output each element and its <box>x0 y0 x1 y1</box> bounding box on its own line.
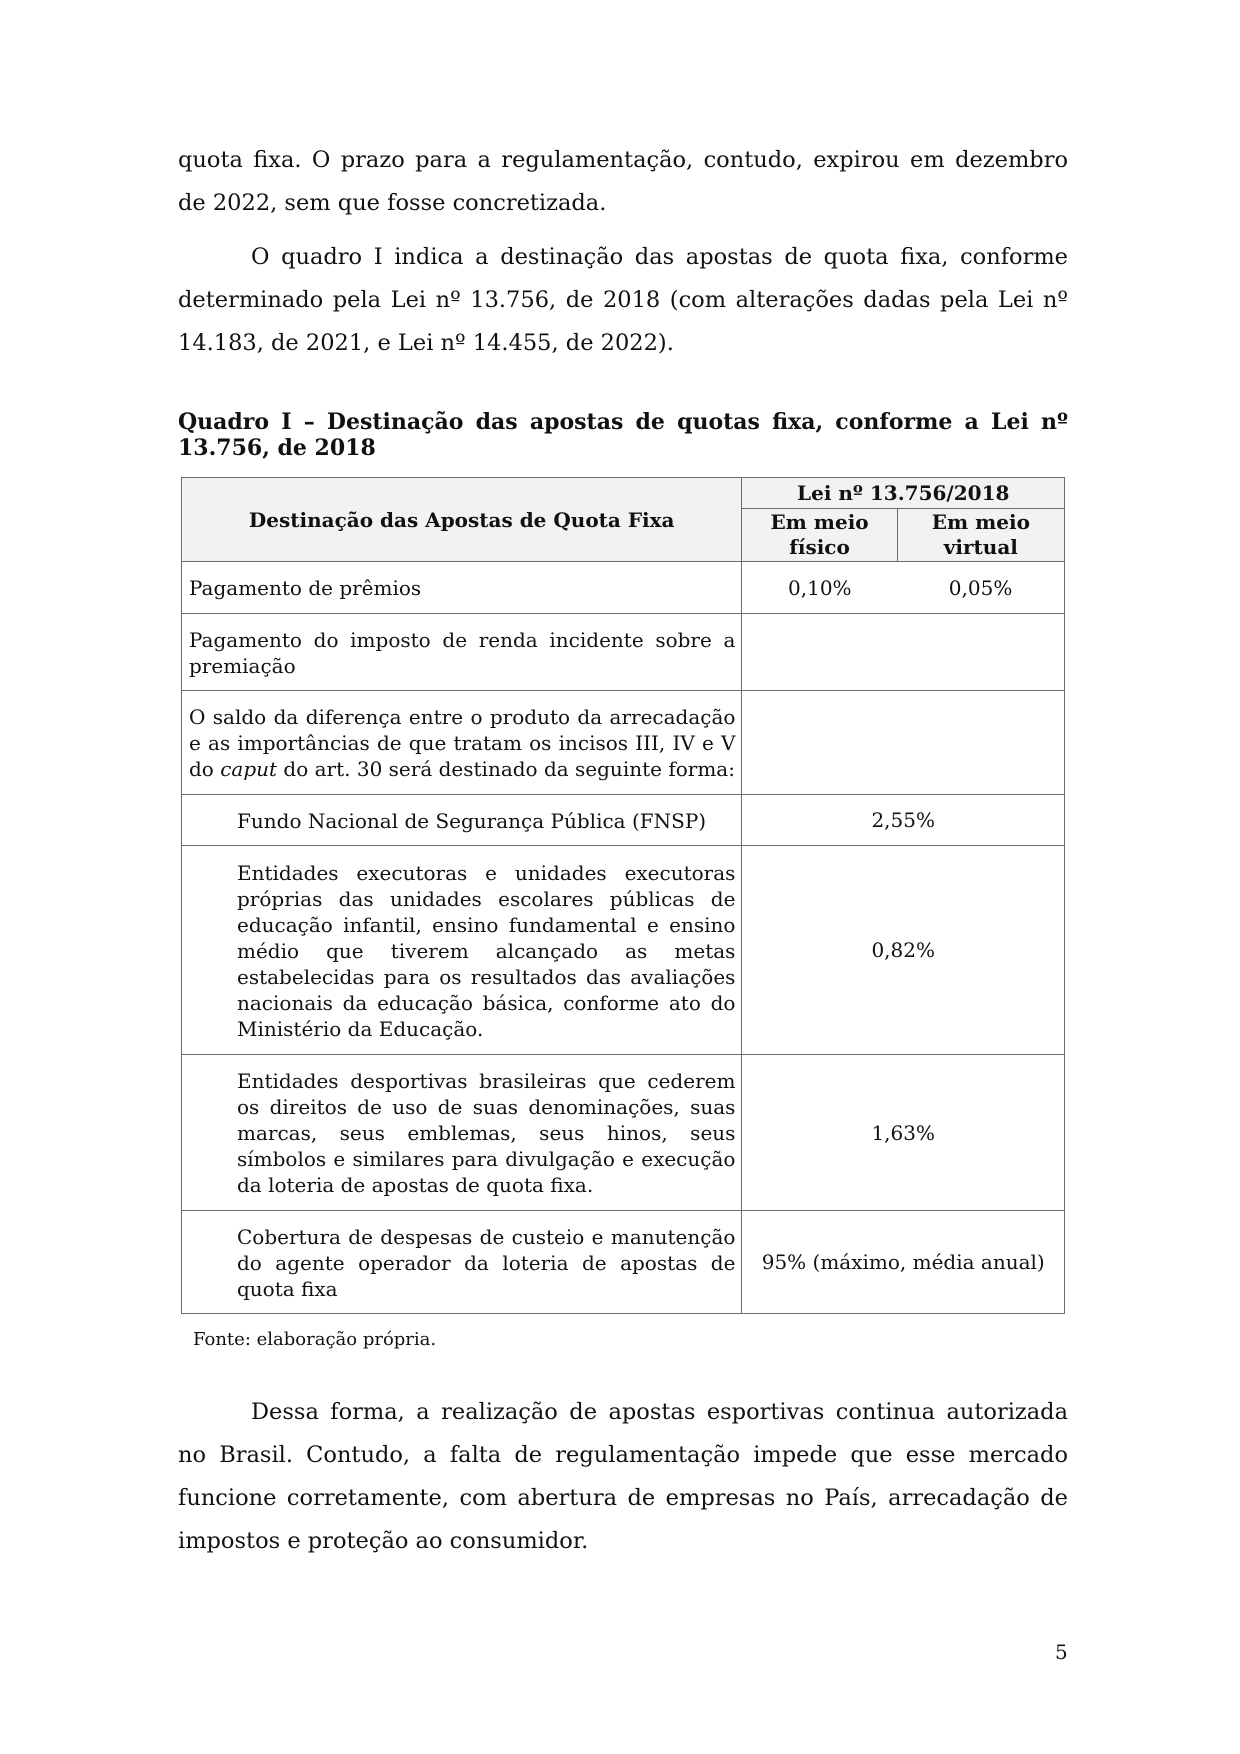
table-source: Fonte: elaboração própria. <box>193 1329 437 1350</box>
row-label: Cobertura de despesas de custeio e manutenção do agente operador da loteria de apostas de quota fixa <box>182 1211 742 1314</box>
header-law: Lei nº 13.756/2018 <box>742 478 1065 509</box>
row-label-text: O saldo da diferença entre o produto da arrecadação e as importâncias de que tratam os incisos III, IV e V do <box>189 705 736 781</box>
row-value-virtual: 0,05% <box>897 562 1064 614</box>
header-destination: Destinação das Apostas de Quota Fixa <box>182 478 742 562</box>
table-caption: Quadro I – Destinação das apostas de quotas fixa, conforme a Lei nº 13.756, de 2018 <box>178 409 1068 461</box>
row-label: Entidades executoras e unidades executoras próprias das unidades escolares públicas de educação infantil, ensino fundamental e ensino médio que tiverem alcançado as metas estabelecidas para os resultados das avaliações nacionais da educação básica, conforme ato do Ministério da Educação. <box>182 846 742 1055</box>
header-physical: Em meio físico <box>742 509 897 562</box>
header-virtual: Em meio virtual <box>897 509 1064 562</box>
table-row <box>182 691 1065 795</box>
table-row <box>182 1055 1065 1211</box>
table-row <box>182 1211 1065 1314</box>
paragraph-conclusion: Dessa forma, a realização de apostas esportivas continua autorizada no Brasil. Contudo, a falta de regulamentação impede que esse mercado funcione corretamente, com abertura de empresas no País, arrecadação de impostos e proteção ao consumidor. <box>178 1399 1068 1554</box>
destination-table <box>181 477 1065 1314</box>
table-row <box>182 795 1065 846</box>
row-value-empty <box>742 614 1065 691</box>
table-row <box>182 562 1065 614</box>
table-row <box>182 846 1065 1055</box>
row-label: Pagamento de prêmios <box>182 562 742 614</box>
paragraph-regulation-deadline: quota fixa. O prazo para a regulamentação, contudo, expirou em dezembro de 2022, sem que fosse concretizada. <box>178 147 1068 216</box>
row-label <box>182 691 742 795</box>
row-value: 1,63% <box>742 1055 1065 1211</box>
row-label: Fundo Nacional de Segurança Pública (FNSP) <box>182 795 742 846</box>
table-row <box>182 614 1065 691</box>
row-label: Pagamento do imposto de renda incidente sobre a premiação <box>182 614 742 691</box>
row-value: 95% (máximo, média anual) <box>742 1211 1065 1314</box>
page-number: 5 <box>1055 1640 1068 1664</box>
paragraph-quadro-intro: O quadro I indica a destinação das apostas de quota fixa, conforme determinado pela Lei nº 13.756, de 2018 (com alterações dadas pela Lei nº 14.183, de 2021, e Lei nº 14.455, de 2022). <box>178 244 1068 356</box>
row-label-text: do art. 30 será destinado da seguinte forma: <box>277 757 735 781</box>
row-value-physical: 0,10% <box>742 562 897 614</box>
row-value: 0,82% <box>742 846 1065 1055</box>
row-label: Entidades desportivas brasileiras que cederem os direitos de uso de suas denominações, suas marcas, seus emblemas, seus hinos, seus símbolos e similares para divulgação e execução da loteria de apostas de quota fixa. <box>182 1055 742 1211</box>
row-label-italic: caput <box>220 757 278 781</box>
row-value: 2,55% <box>742 795 1065 846</box>
row-value-empty <box>742 691 1065 795</box>
